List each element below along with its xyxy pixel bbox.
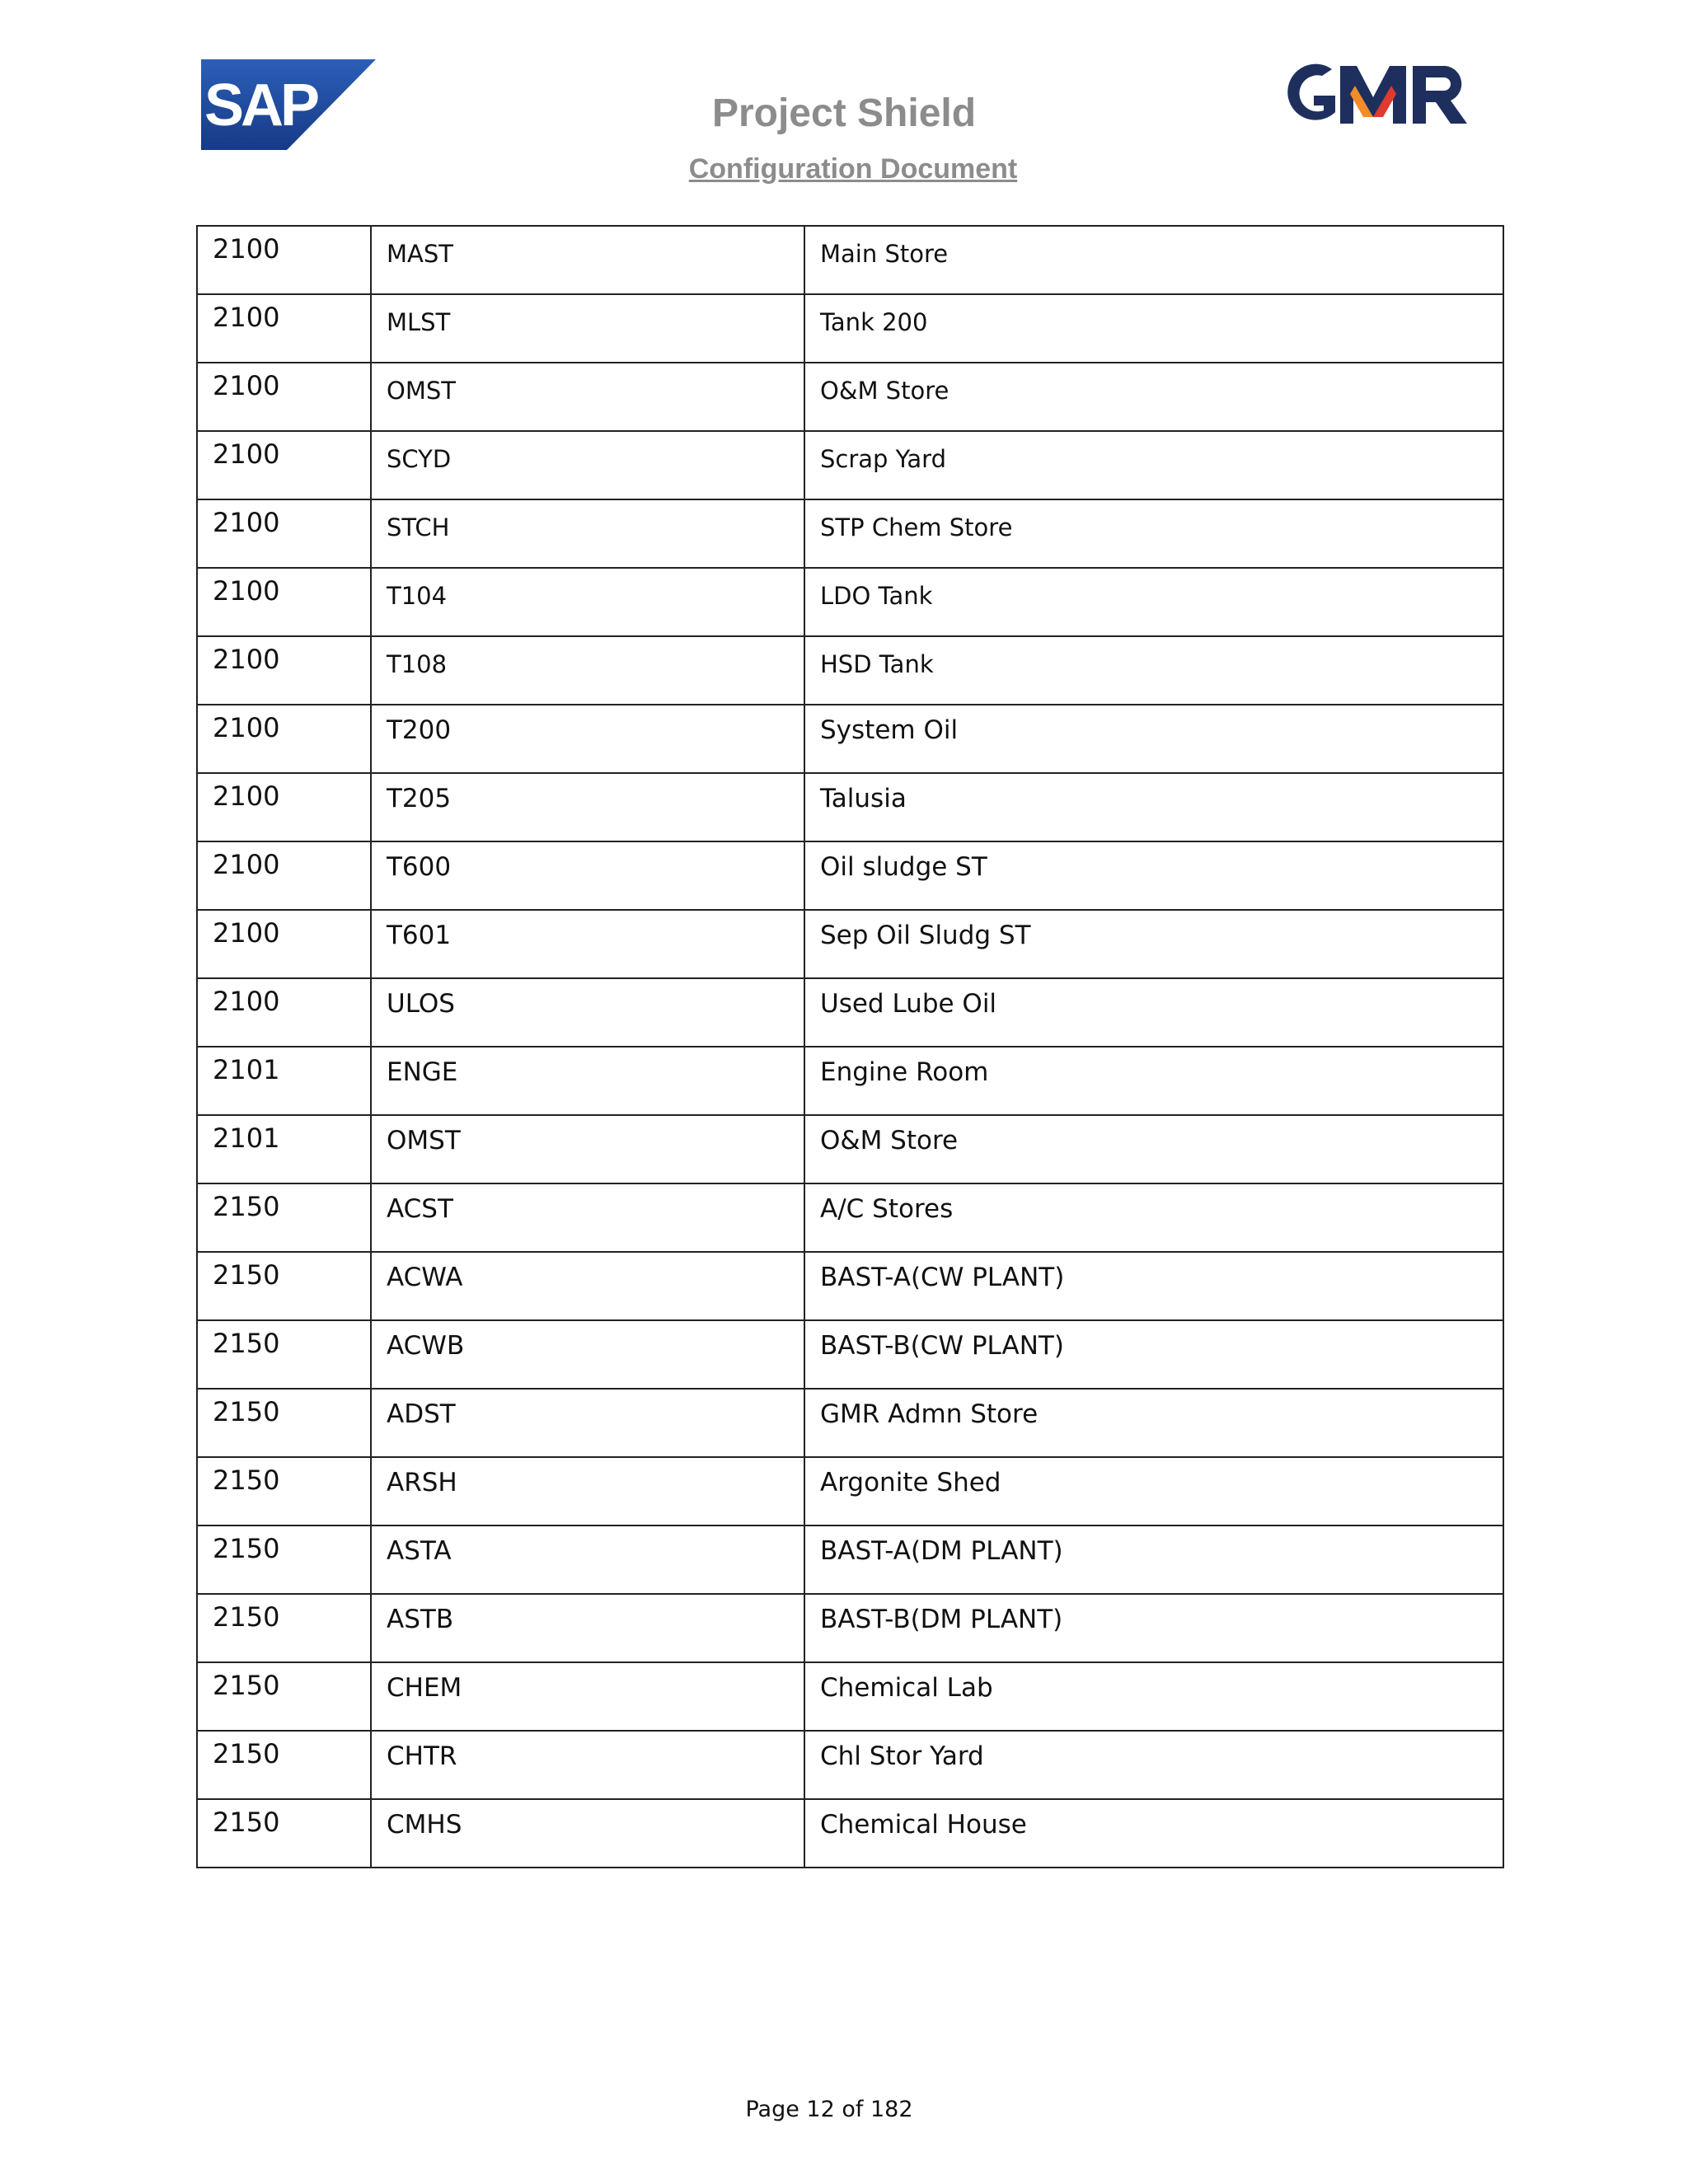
plant-cell: 2100 xyxy=(197,568,371,636)
location-code-cell: T104 xyxy=(371,568,804,636)
table-row xyxy=(197,773,1503,841)
table-row xyxy=(197,910,1503,978)
description-cell: Chemical House xyxy=(804,1799,1503,1868)
description-cell: Used Lube Oil xyxy=(804,978,1503,1047)
description-cell: BAST-A(CW PLANT) xyxy=(804,1252,1503,1320)
plant-cell: 2150 xyxy=(197,1320,371,1389)
table-row xyxy=(197,1252,1503,1320)
table-row xyxy=(197,1662,1503,1731)
plant-cell: 2100 xyxy=(197,499,371,568)
location-code-cell: CMHS xyxy=(371,1799,804,1868)
location-code-cell: ACWB xyxy=(371,1320,804,1389)
location-code-cell: T601 xyxy=(371,910,804,978)
table-row xyxy=(197,841,1503,910)
plant-cell: 2150 xyxy=(197,1183,371,1252)
description-cell: O&M Store xyxy=(804,363,1503,431)
table-row xyxy=(197,226,1503,294)
sap-logo-text: SAP xyxy=(204,73,317,138)
description-cell: Chemical Lab xyxy=(804,1662,1503,1731)
table-row xyxy=(197,363,1503,431)
plant-cell: 2150 xyxy=(197,1389,371,1457)
description-cell: HSD Tank xyxy=(804,636,1503,705)
location-code-cell: ASTA xyxy=(371,1526,804,1594)
plant-cell: 2100 xyxy=(197,978,371,1047)
plant-cell: 2150 xyxy=(197,1526,371,1594)
description-cell: Engine Room xyxy=(804,1047,1503,1115)
location-code-cell: ACWA xyxy=(371,1252,804,1320)
table-row xyxy=(197,1320,1503,1389)
table-row xyxy=(197,1115,1503,1183)
plant-cell: 2150 xyxy=(197,1799,371,1868)
location-code-cell: OMST xyxy=(371,363,804,431)
plant-cell: 2100 xyxy=(197,636,371,705)
plant-cell: 2150 xyxy=(197,1252,371,1320)
description-cell: Scrap Yard xyxy=(804,431,1503,499)
description-cell: BAST-B(DM PLANT) xyxy=(804,1594,1503,1662)
description-cell: BAST-A(DM PLANT) xyxy=(804,1526,1503,1594)
table-row xyxy=(197,1731,1503,1799)
location-code-cell: OMST xyxy=(371,1115,804,1183)
location-code-cell: T600 xyxy=(371,841,804,910)
description-cell: System Oil xyxy=(804,705,1503,773)
plant-cell: 2101 xyxy=(197,1047,371,1115)
table-row xyxy=(197,1047,1503,1115)
description-cell: Argonite Shed xyxy=(804,1457,1503,1526)
location-code-cell: ENGE xyxy=(371,1047,804,1115)
location-code-cell: ACST xyxy=(371,1183,804,1252)
table-row xyxy=(197,1526,1503,1594)
description-cell: Chl Stor Yard xyxy=(804,1731,1503,1799)
location-code-cell: MLST xyxy=(371,294,804,363)
plant-cell: 2100 xyxy=(197,363,371,431)
location-code-cell: T108 xyxy=(371,636,804,705)
table-row xyxy=(197,431,1503,499)
table-row xyxy=(197,1594,1503,1662)
page-number: Page 12 of 182 xyxy=(745,2097,913,2122)
description-cell: Main Store xyxy=(804,226,1503,294)
location-code-cell: SCYD xyxy=(371,431,804,499)
plant-cell: 2100 xyxy=(197,431,371,499)
description-cell: O&M Store xyxy=(804,1115,1503,1183)
description-cell: STP Chem Store xyxy=(804,499,1503,568)
document-title: Project Shield xyxy=(711,91,977,135)
location-code-cell: CHEM xyxy=(371,1662,804,1731)
plant-cell: 2150 xyxy=(197,1662,371,1731)
table-row xyxy=(197,1389,1503,1457)
location-code-cell: CHTR xyxy=(371,1731,804,1799)
description-cell: Sep Oil Sludg ST xyxy=(804,910,1503,978)
location-code-cell: ARSH xyxy=(371,1457,804,1526)
plant-cell: 2100 xyxy=(197,294,371,363)
table-row xyxy=(197,978,1503,1047)
plant-cell: 2100 xyxy=(197,910,371,978)
table-row xyxy=(197,636,1503,705)
plant-cell: 2101 xyxy=(197,1115,371,1183)
plant-cell: 2100 xyxy=(197,773,371,841)
table-body xyxy=(197,226,1503,1868)
plant-cell: 2150 xyxy=(197,1594,371,1662)
location-code-cell: ULOS xyxy=(371,978,804,1047)
description-cell: GMR Admn Store xyxy=(804,1389,1503,1457)
table-row xyxy=(197,1183,1503,1252)
table-row xyxy=(197,499,1503,568)
plant-cell: 2100 xyxy=(197,226,371,294)
location-code-cell: T200 xyxy=(371,705,804,773)
table-row xyxy=(197,568,1503,636)
gmr-logo xyxy=(1281,58,1477,134)
description-cell: BAST-B(CW PLANT) xyxy=(804,1320,1503,1389)
description-cell: Tank 200 xyxy=(804,294,1503,363)
location-code-cell: STCH xyxy=(371,499,804,568)
table-row xyxy=(197,1799,1503,1868)
plant-cell: 2150 xyxy=(197,1731,371,1799)
description-cell: A/C Stores xyxy=(804,1183,1503,1252)
location-code-cell: T205 xyxy=(371,773,804,841)
document-subtitle: Configuration Document xyxy=(688,153,1018,185)
description-cell: Talusia xyxy=(804,773,1503,841)
description-cell: Oil sludge ST xyxy=(804,841,1503,910)
table-row xyxy=(197,294,1503,363)
plant-cell: 2100 xyxy=(197,705,371,773)
table-row xyxy=(197,705,1503,773)
plant-cell: 2100 xyxy=(197,841,371,910)
storage-location-table xyxy=(196,225,1504,1868)
description-cell: LDO Tank xyxy=(804,568,1503,636)
gmr-logo-text: GMR xyxy=(1281,58,1283,59)
location-code-cell: ASTB xyxy=(371,1594,804,1662)
table-row xyxy=(197,1457,1503,1526)
location-code-cell: MAST xyxy=(371,226,804,294)
plant-cell: 2150 xyxy=(197,1457,371,1526)
location-code-cell: ADST xyxy=(371,1389,804,1457)
